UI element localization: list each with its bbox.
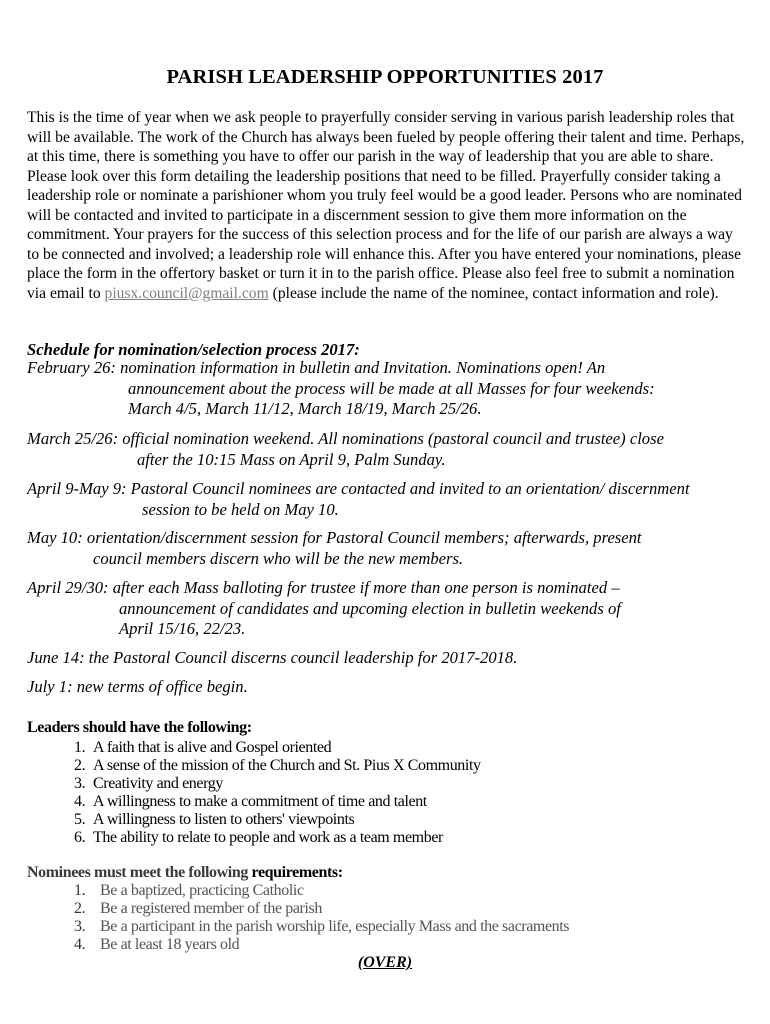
schedule-line: council members discern who will be the new members. xyxy=(93,548,464,568)
list-item xyxy=(74,757,481,775)
list-item xyxy=(74,936,569,954)
schedule-entry-march xyxy=(27,429,747,470)
list-item xyxy=(74,882,569,900)
list-number: 3. xyxy=(74,918,86,935)
nominees-heading-lead: Nominees must meet the following xyxy=(27,864,252,881)
intro-text-end: (please include the name of the nominee, contact information and role). xyxy=(268,284,719,302)
list-text: Be a registered member of the parish xyxy=(100,900,322,917)
schedule-line: February 26: nomination information in bulletin and Invitation. Nominations open! An xyxy=(27,358,606,377)
over-label: (OVER) xyxy=(357,954,413,971)
leaders-heading: Leaders should have the following: xyxy=(27,719,252,736)
list-text: A faith that is alive and Gospel oriented xyxy=(93,739,332,756)
schedule-heading: Schedule for nomination/selection process 2017: xyxy=(27,340,360,359)
schedule-entry-april-may xyxy=(27,479,747,520)
list-item xyxy=(74,900,569,918)
list-item xyxy=(74,829,481,847)
schedule-line: April 15/16, 22/23. xyxy=(119,619,246,638)
list-text: The ability to relate to people and work as a team member xyxy=(93,829,443,846)
schedule-line: announcement about the process will be made at all Masses for four weekends: xyxy=(128,378,655,398)
schedule-line: June 14: the Pastoral Council discerns council leadership for 2017-2018. xyxy=(27,648,518,667)
intro-text: This is the time of year when we ask people to prayerfully consider serving in various parish leadership roles that will be available. The work of the Church has always been fueled by people offering their talent and time. Perhaps, at this time, there is something you have to offer our parish in the way of leadership that you are able to share. Please look over this form detailing the leadership positions that need to be filled. Prayerfully consider taking a leadership role or nominate a parishioner whom you truly feel would be a good leader. Persons who are nominated will be contacted and invited to participate in a discernment session to give them more information on the commitment. Your prayers for the success of this selection process and for the life of our parish are always a way to be connected and involved; a leadership role will enhance this. After you have entered your nominations, please place the form in the offertory basket or turn it in to the parish office. Please also feel free to submit a nomination via email to xyxy=(27,109,745,302)
list-text: Creativity and energy xyxy=(93,775,223,792)
schedule-line: session to be held on May 10. xyxy=(142,499,339,519)
nominees-heading-strong: requirements: xyxy=(251,864,343,881)
schedule-line: July 1: new terms of office begin. xyxy=(27,677,248,696)
list-number: 1. xyxy=(74,882,86,899)
list-number: 5. xyxy=(74,811,86,828)
list-text: Be a baptized, practicing Catholic xyxy=(100,882,304,899)
schedule-entry-may xyxy=(27,528,747,569)
list-text: Be at least 18 years old xyxy=(100,936,240,953)
schedule-entry-july xyxy=(27,677,747,698)
page-title: PARISH LEADERSHIP OPPORTUNITIES 2017 xyxy=(166,66,604,88)
list-number: 2. xyxy=(74,900,86,917)
list-item xyxy=(74,918,569,936)
schedule-entry-june xyxy=(27,648,747,669)
schedule-line: March 25/26: official nomination weekend. All nominations (pastoral council and trustee) close xyxy=(27,429,664,448)
list-number: 4. xyxy=(74,793,86,810)
nominees-heading xyxy=(27,864,343,882)
list-item xyxy=(74,793,481,811)
schedule-line: April 9-May 9: Pastoral Council nominees are contacted and invited to an orientation/ discernment xyxy=(27,479,690,498)
council-email-link[interactable]: piusx.council@gmail.com xyxy=(104,284,269,302)
schedule-line: announcement of candidates and upcoming election in bulletin weekends of xyxy=(119,598,621,618)
list-number: 1. xyxy=(74,739,86,756)
list-number: 2. xyxy=(74,757,86,774)
list-number: 3. xyxy=(74,775,86,792)
nominees-list xyxy=(74,882,569,954)
schedule-line: April 29/30: after each Mass balloting for trustee if more than one person is nominated – xyxy=(27,578,620,597)
schedule-line: March 4/5, March 11/12, March 18/19, March 25/26. xyxy=(128,399,482,418)
schedule-entry-february xyxy=(27,358,747,420)
list-text: A willingness to make a commitment of time and talent xyxy=(93,793,427,810)
schedule-line: May 10: orientation/discernment session for Pastoral Council members; afterwards, present xyxy=(27,528,642,547)
list-item xyxy=(74,811,481,829)
schedule-line: after the 10:15 Mass on April 9, Palm Sunday. xyxy=(137,449,446,469)
list-text: A sense of the mission of the Church and St. Pius X Community xyxy=(93,757,481,774)
list-item xyxy=(74,739,481,757)
list-text: Be a participant in the parish worship life, especially Mass and the sacraments xyxy=(100,918,570,935)
list-number: 6. xyxy=(74,829,86,846)
list-number: 4. xyxy=(74,936,86,953)
list-item xyxy=(74,775,481,793)
intro-paragraph xyxy=(27,108,745,303)
list-text: A willingness to listen to others' viewpoints xyxy=(93,811,355,828)
leaders-list xyxy=(74,739,481,847)
schedule-entry-april-balloting xyxy=(27,578,747,640)
